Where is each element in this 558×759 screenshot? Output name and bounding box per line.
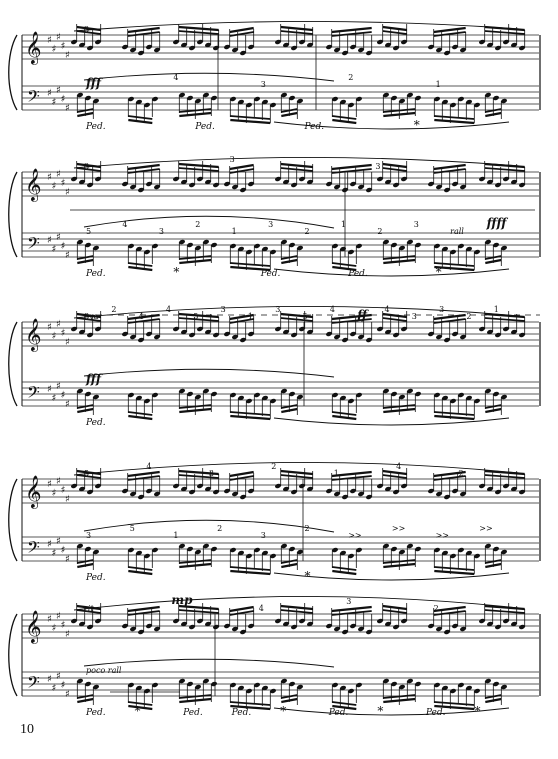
pedal-mark-4-2: *: [304, 569, 311, 583]
treble-mark-5-1: rit: [84, 604, 94, 613]
treble-mark-3-3: 4: [138, 312, 144, 321]
treble-key-signature-2: [47, 169, 70, 198]
pedal-mark-1-4: *: [413, 118, 420, 132]
treble-mark-5-3: 4: [258, 604, 264, 613]
treble-mark-3-5: 5: [193, 312, 199, 321]
svg-text:♯: ♯: [60, 680, 66, 691]
svg-text:♯: ♯: [51, 44, 57, 55]
svg-text:♯: ♯: [51, 488, 57, 499]
svg-text:♯: ♯: [56, 381, 61, 392]
treble-mark-5-5: 2: [433, 604, 439, 613]
bass-mark-4-8: >>: [391, 524, 406, 533]
svg-text:♯: ♯: [60, 41, 66, 52]
svg-text:♯: ♯: [60, 328, 66, 339]
treble-mark-3-8: 3: [275, 305, 281, 314]
treble-mark-3-16: 1: [493, 305, 499, 314]
svg-text:♯: ♯: [51, 393, 57, 404]
svg-text:♯: ♯: [60, 94, 66, 105]
svg-text:♯: ♯: [65, 337, 70, 348]
svg-text:♯: ♯: [65, 554, 70, 565]
treble-mark-2-1: 3: [84, 162, 90, 171]
pedal-mark-5-1: Ped.: [86, 708, 106, 718]
treble-mark-3-9: 5: [302, 312, 308, 321]
bass-mark-1-1: fff: [86, 76, 102, 90]
bass-mark-2-1: 5: [86, 227, 92, 236]
svg-text:♯: ♯: [60, 620, 66, 631]
svg-text:♯: ♯: [65, 629, 70, 640]
bass-mark-4-9: >>: [435, 531, 450, 540]
bass-mark-2-11: rall: [450, 227, 464, 236]
bass-mark-1-4: 2: [348, 73, 354, 82]
pedal-mark-5-2: *: [134, 704, 141, 718]
treble-mark-4-1: 5: [84, 469, 90, 478]
pedal-mark-5-9: *: [474, 704, 481, 718]
treble-key-signature-5: [47, 611, 70, 640]
page-number: 10: [20, 722, 34, 737]
treble-clef-5: 𝄞: [25, 610, 42, 643]
pedal-mark-3-1: Ped.: [86, 418, 106, 428]
treble-mark-4-4: 2: [271, 462, 277, 471]
svg-text:♯: ♯: [47, 384, 52, 395]
pedal-mark-5-5: *: [280, 704, 287, 718]
svg-text:♯: ♯: [56, 319, 61, 330]
bass-mark-2-9: 2: [377, 227, 383, 236]
svg-text:♯: ♯: [56, 232, 61, 243]
svg-text:♯: ♯: [47, 172, 52, 183]
bass-mark-4-3: 1: [173, 531, 179, 540]
bass-clef-4: 𝄢: [27, 537, 40, 561]
bass-mark-2-2: 4: [122, 220, 128, 229]
treble-mark-2-2: 3: [229, 155, 235, 164]
pedal-mark-2-3: Ped.: [260, 269, 281, 279]
pedal-mark-2-5: *: [435, 265, 442, 279]
svg-text:♯: ♯: [65, 103, 70, 114]
treble-mark-5-2: mp: [171, 593, 193, 607]
bass-mark-4-7: >>: [348, 531, 362, 540]
treble-mark-3-1: 8va: [84, 312, 99, 321]
bass-mark-4-5: 3: [260, 531, 266, 540]
treble-clef-4: 𝄞: [25, 475, 42, 508]
bass-mark-2-6: 3: [268, 220, 274, 229]
svg-text:♯: ♯: [56, 611, 61, 622]
treble-mark-3-12: 4: [384, 305, 390, 314]
bass-mark-1-5: 1: [435, 80, 441, 89]
treble-key-signature-1: [47, 32, 70, 61]
svg-text:♯: ♯: [51, 548, 57, 559]
bass-mark-4-1: 3: [86, 531, 92, 540]
svg-text:♯: ♯: [56, 85, 61, 96]
bass-clef-2: 𝄢: [27, 233, 40, 257]
svg-text:♯: ♯: [60, 390, 66, 401]
bass-mark-2-4: 2: [195, 220, 201, 229]
bass-mark-4-10: >>: [479, 524, 493, 533]
svg-text:♯: ♯: [65, 494, 70, 505]
pedal-mark-2-2: *: [173, 265, 180, 279]
pedal-mark-5-8: Ped.: [425, 708, 446, 718]
svg-text:♯: ♯: [60, 545, 66, 556]
pedal-mark-4-1: Ped.: [86, 573, 106, 583]
svg-text:♯: ♯: [56, 536, 61, 547]
treble-key-signature-3: [47, 319, 70, 348]
bass-mark-5-1: poco rall: [86, 666, 122, 675]
bass-clef-3: 𝄢: [27, 382, 40, 406]
treble-mark-1-1: 3: [84, 25, 90, 34]
bass-mark-1-3: 3: [260, 80, 266, 89]
svg-text:♯: ♯: [51, 331, 57, 342]
bass-mark-3-1: fff: [86, 372, 102, 386]
pedal-mark-1-1: Ped.: [86, 122, 106, 132]
svg-text:♯: ♯: [60, 485, 66, 496]
treble-mark-3-7: 1: [247, 312, 253, 321]
pedal-mark-2-4: Ped.: [348, 269, 368, 279]
bass-clef-5: 𝄢: [27, 672, 40, 696]
treble-mark-3-15: 2: [466, 312, 472, 321]
svg-text:♯: ♯: [65, 250, 70, 261]
svg-text:♯: ♯: [65, 187, 70, 198]
svg-text:♯: ♯: [51, 181, 57, 192]
bass-mark-4-6: 2: [304, 524, 310, 533]
svg-text:♯: ♯: [47, 539, 52, 550]
treble-mark-2-3: 3: [375, 162, 381, 171]
svg-text:♯: ♯: [65, 50, 70, 61]
svg-text:♯: ♯: [51, 244, 57, 255]
treble-mark-3-4: 4: [165, 305, 172, 314]
svg-text:♯: ♯: [47, 479, 52, 490]
bass-clef-1: 𝄢: [27, 86, 40, 110]
pedal-mark-2-1: Ped.: [86, 269, 106, 279]
bass-mark-2-12: ffff: [486, 216, 507, 230]
svg-text:♯: ♯: [47, 235, 52, 246]
treble-mark-4-3: 3: [208, 469, 214, 478]
bass-mark-2-7: 2: [304, 227, 310, 236]
treble-mark-3-11: ff: [357, 308, 368, 322]
treble-mark-3-14: 3: [439, 305, 445, 314]
svg-text:♯: ♯: [65, 689, 70, 700]
pedal-mark-5-6: Ped.: [328, 708, 349, 718]
treble-mark-3-2: 2: [111, 305, 117, 314]
svg-text:♯: ♯: [56, 671, 61, 682]
svg-text:♯: ♯: [60, 178, 66, 189]
pedal-mark-5-3: Ped.: [183, 708, 203, 718]
treble-clef-2: 𝄞: [25, 168, 42, 201]
svg-text:♯: ♯: [60, 241, 66, 252]
svg-text:♯: ♯: [47, 614, 52, 625]
treble-mark-4-5: 1: [333, 469, 339, 478]
bass-mark-2-8: 1: [340, 220, 347, 229]
svg-text:♯: ♯: [47, 322, 52, 333]
treble-mark-3-13: 3: [411, 312, 417, 321]
svg-text:♯: ♯: [65, 399, 70, 410]
bass-mark-2-5: 1: [231, 227, 237, 236]
svg-text:♯: ♯: [51, 97, 57, 108]
svg-text:♯: ♯: [56, 32, 61, 43]
pedal-mark-1-3: Ped.: [304, 122, 325, 132]
svg-text:♯: ♯: [56, 169, 61, 180]
pedal-mark-5-4: Ped.: [231, 708, 252, 718]
pedal-mark-5-7: *: [377, 704, 384, 718]
treble-mark-4-6: 4: [396, 462, 402, 471]
treble-mark-4-2: 4: [146, 462, 152, 471]
treble-key-signature-4: [47, 476, 70, 505]
bass-mark-2-10: 3: [413, 220, 419, 229]
svg-text:♯: ♯: [47, 674, 52, 685]
treble-clef-3: 𝄞: [25, 318, 42, 351]
bass-mark-1-2: 4: [173, 73, 179, 82]
bass-mark-2-3: 3: [158, 227, 164, 236]
svg-text:♯: ♯: [47, 88, 52, 99]
bass-mark-4-2: 5: [129, 524, 135, 533]
svg-text:♯: ♯: [56, 476, 61, 487]
treble-mark-4-7: 2: [458, 469, 464, 478]
treble-mark-3-6: 3: [220, 305, 226, 314]
bass-mark-4-4: 2: [217, 524, 223, 533]
treble-clef-1: 𝄞: [25, 31, 42, 64]
pedal-mark-1-2: Ped.: [195, 122, 215, 132]
svg-text:♯: ♯: [51, 683, 57, 694]
treble-mark-3-10: 4: [329, 305, 335, 314]
svg-text:♯: ♯: [47, 35, 52, 46]
treble-mark-5-4: 3: [346, 597, 352, 606]
svg-text:♯: ♯: [51, 623, 57, 634]
